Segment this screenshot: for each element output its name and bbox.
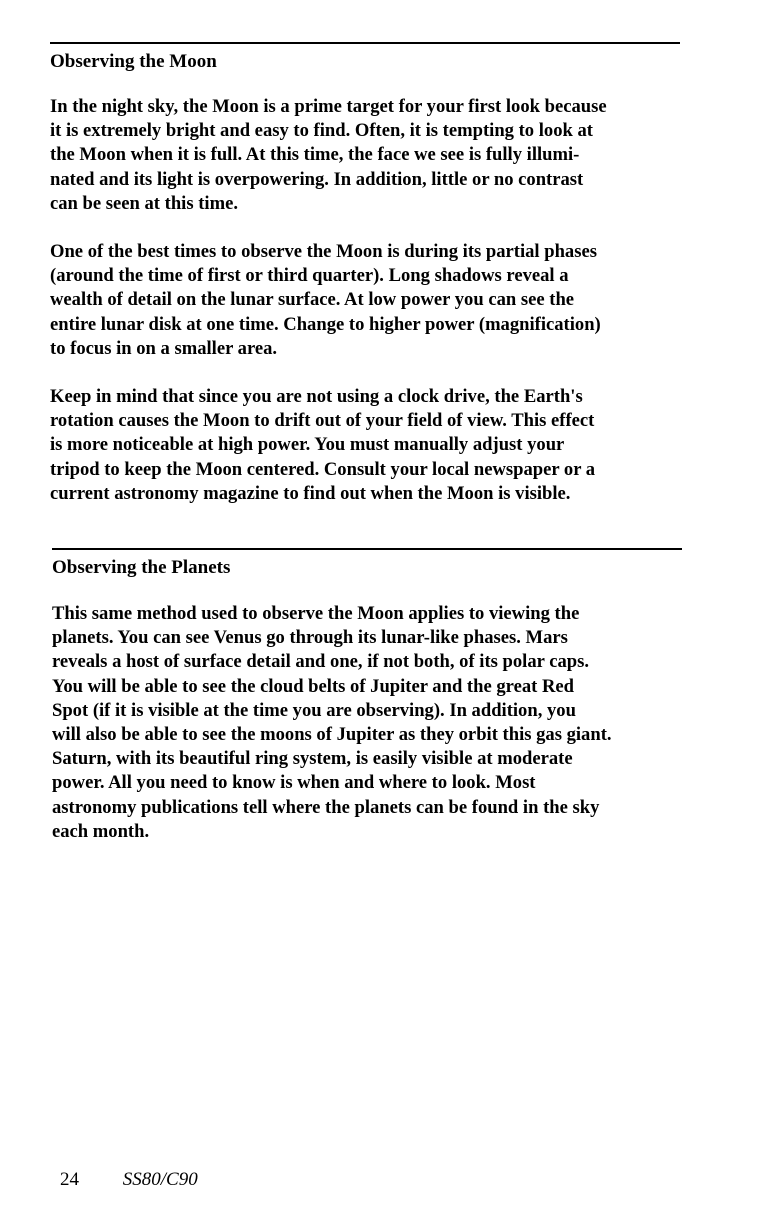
text-line: In the night sky, the Moon is a prime target for your first look because (50, 96, 607, 117)
section-divider (52, 548, 682, 550)
model-label: SS80/C90 (122, 1169, 198, 1190)
moon-paragraph-1 (50, 95, 680, 216)
moon-section (50, 42, 680, 506)
text-line: One of the best times to observe the Moon is during its partial phases (50, 241, 597, 263)
text-line: Spot (if it is visible at the time you are observing). In addition, you (52, 699, 576, 721)
text-line: reveals a host of surface detail and one, if not both, of its polar caps. (52, 651, 589, 673)
text-line: wealth of detail on the lunar surface. At low power you can see the (50, 289, 575, 311)
planets-section (52, 548, 682, 844)
text-line: rotation causes the Moon to drift out of your field of view. This effect (50, 410, 595, 432)
moon-paragraph-3 (50, 385, 680, 506)
text-line: each month. (52, 820, 150, 842)
text-line: planets. You can see Venus go through its lunar-like phases. Mars (52, 627, 568, 649)
text-line: it is extremely bright and easy to find. Often, it is tempting to look at (50, 120, 593, 142)
page-number: 24 (60, 1169, 79, 1190)
section-divider (50, 42, 680, 44)
text-line: power. All you need to know is when and where to look. Most (52, 772, 536, 794)
text-line: astronomy publications tell where the planets can be found in the sky (52, 796, 600, 818)
text-line: is more noticeable at high power. You must manually adjust your (50, 434, 565, 456)
text-line: will also be able to see the moons of Jupiter as they orbit this gas giant. (52, 724, 612, 746)
text-line: Keep in mind that since you are not using a clock drive, the Earth's (50, 386, 583, 408)
page-footer (60, 1168, 198, 1192)
text-line: Saturn, with its beautiful ring system, is easily visible at moderate (52, 748, 573, 770)
section-heading-planets: Observing the Planets (52, 557, 231, 578)
section-heading-moon: Observing the Moon (50, 51, 217, 72)
planets-paragraph-1 (52, 602, 682, 844)
moon-paragraph-2 (50, 240, 680, 361)
text-line: tripod to keep the Moon centered. Consult your local newspaper or a (50, 458, 596, 480)
text-line: entire lunar disk at one time. Change to higher power (magnification) (50, 313, 601, 335)
text-line: (around the time of first or third quarter). Long shadows reveal a (50, 265, 569, 287)
text-line: You will be able to see the cloud belts of Jupiter and the great Red (52, 675, 574, 697)
text-line: the Moon when it is full. At this time, the face we see is fully illumi- (50, 144, 580, 166)
text-line: This same method used to observe the Moon applies to viewing the (52, 603, 580, 624)
text-line: nated and its light is overpowering. In addition, little or no contrast (50, 168, 584, 190)
text-line: can be seen at this time. (50, 192, 238, 214)
text-line: current astronomy magazine to find out when the Moon is visible. (50, 482, 571, 504)
text-line: to focus in on a smaller area. (50, 337, 278, 359)
